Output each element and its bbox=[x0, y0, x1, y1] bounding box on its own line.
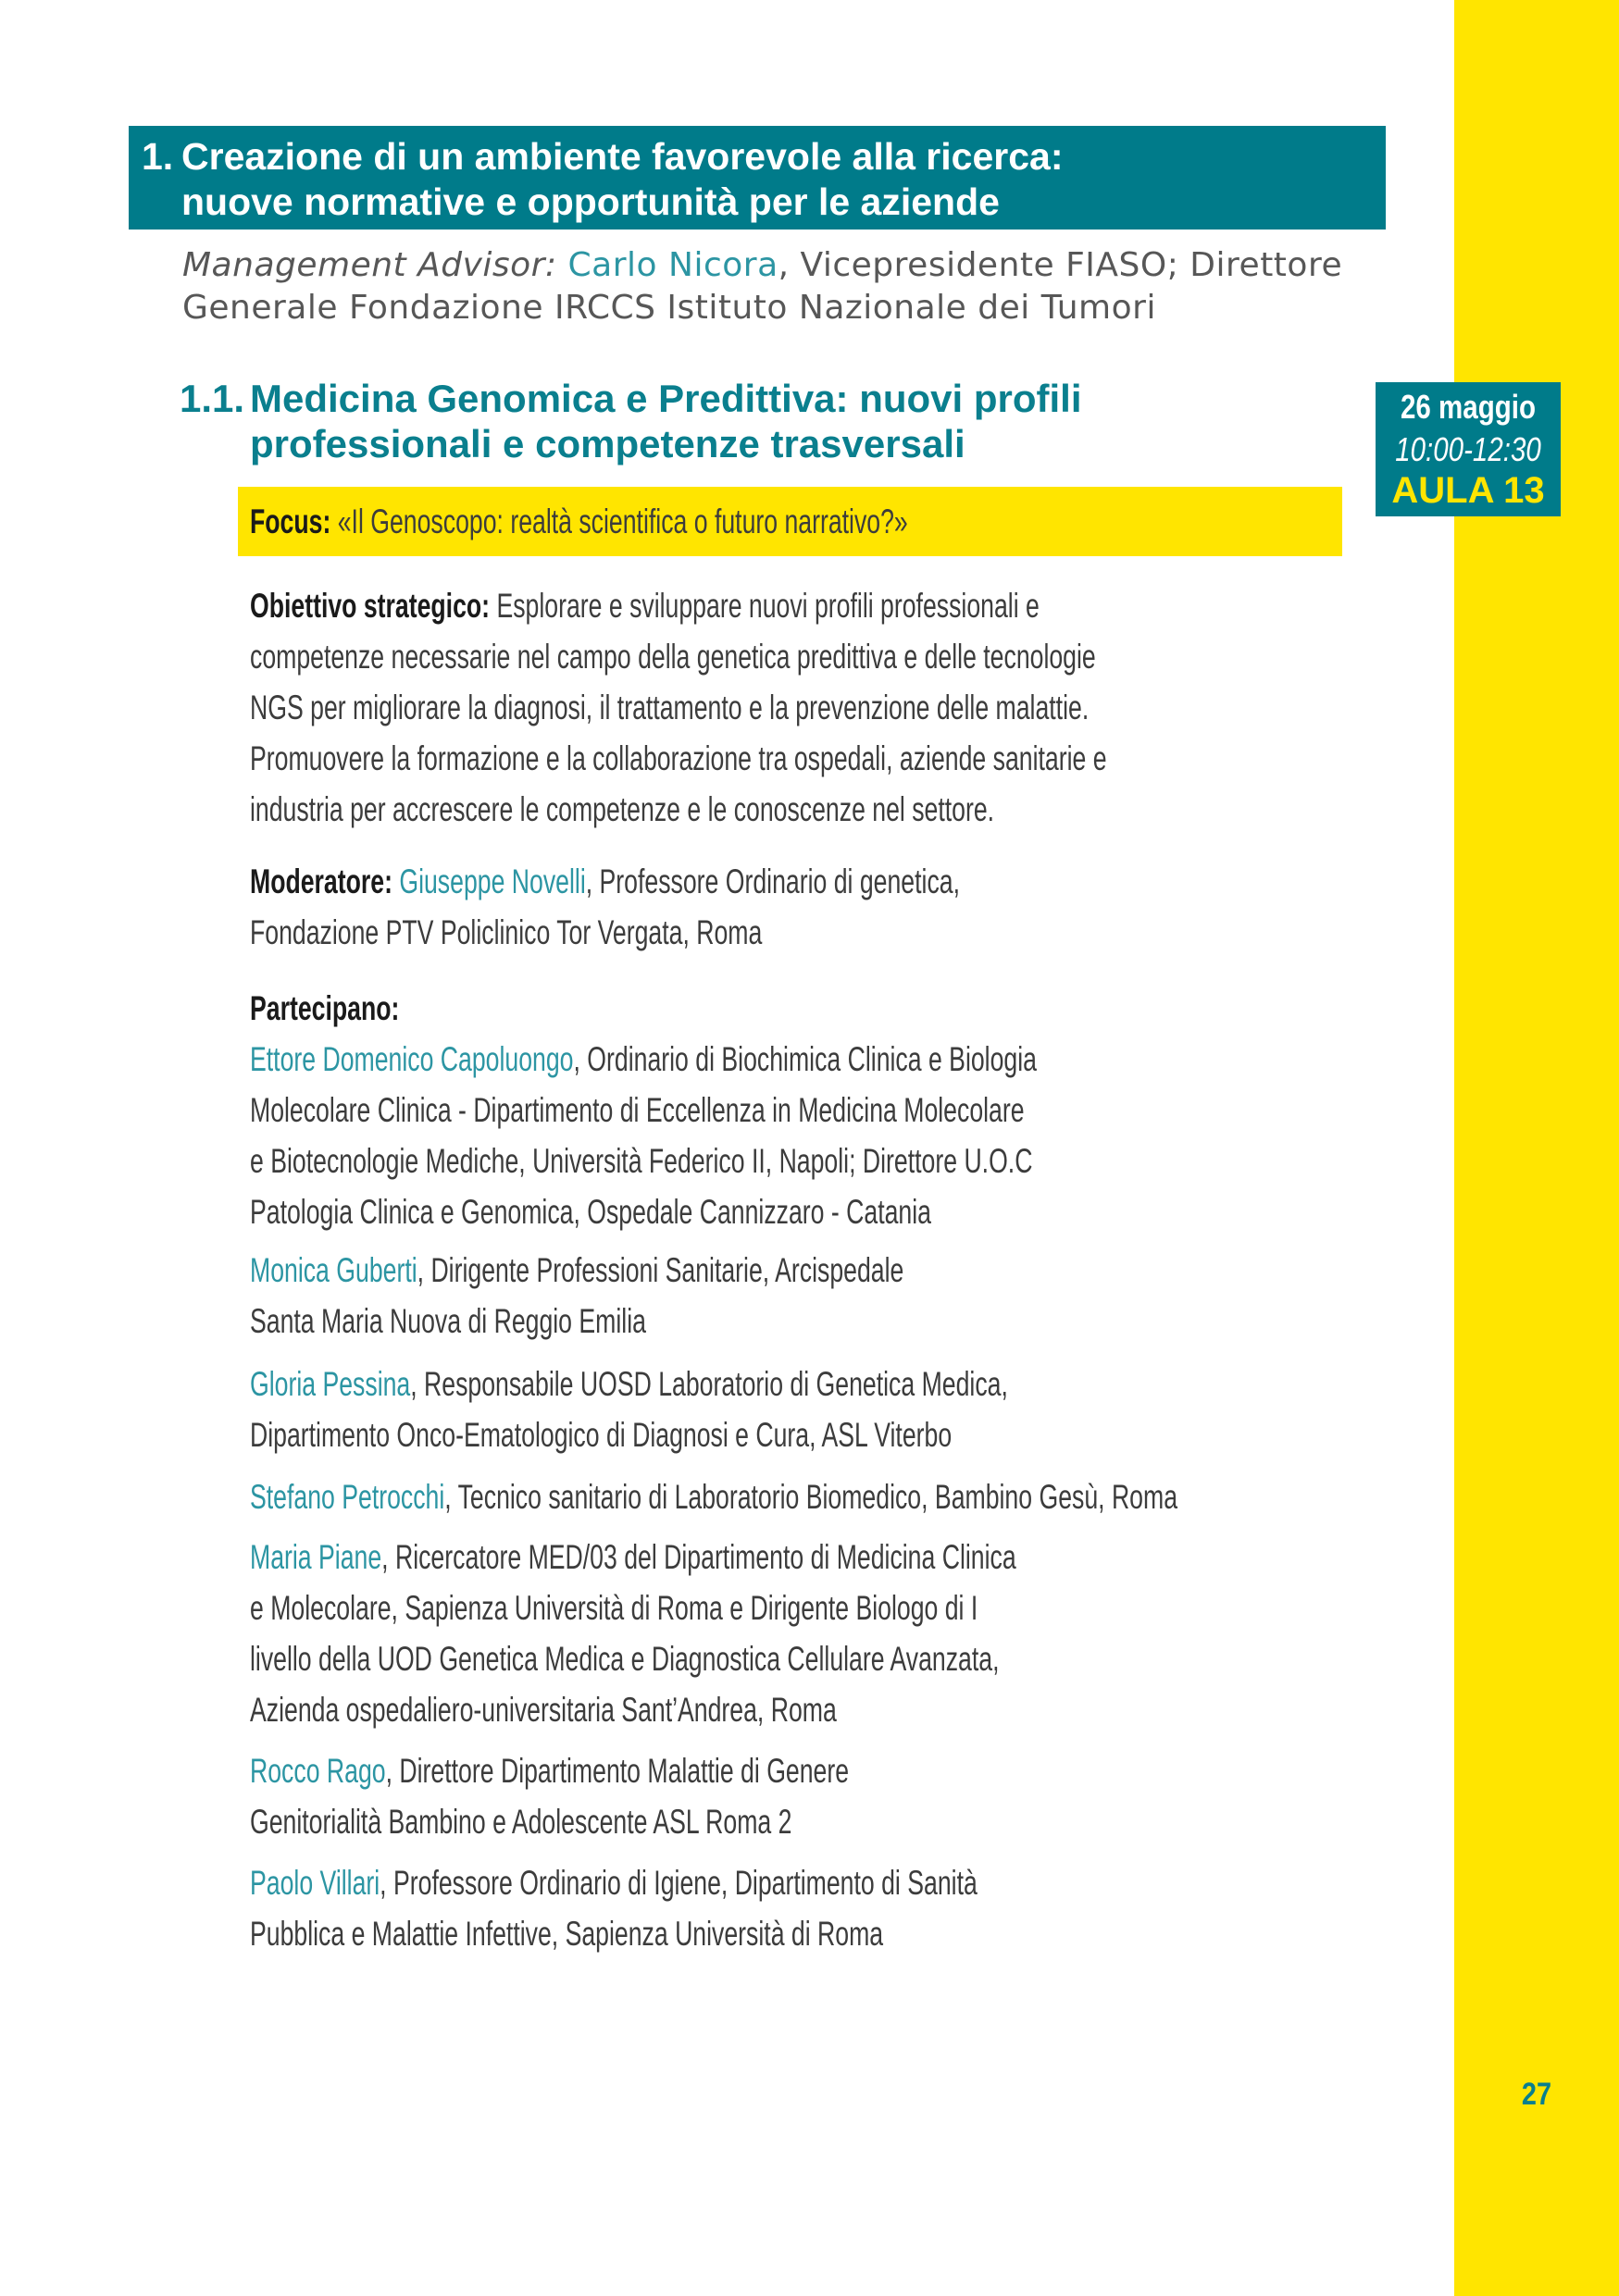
objective-line-2: competenze necessarie nel campo della genetica predittiva e delle tecnologie bbox=[250, 638, 1096, 676]
session-date: 26 maggio bbox=[1400, 388, 1537, 426]
focus-label: Focus: bbox=[250, 503, 331, 540]
advisor-desc-2: Generale Fondazione IRCCS Istituto Nazionale dei Tumori bbox=[182, 289, 1156, 327]
section-heading bbox=[129, 126, 1386, 230]
participant-entry bbox=[250, 1532, 1016, 1735]
participant-line: Molecolare Clinica - Dipartimento di Eccellenza in Medicina Molecolare bbox=[250, 1091, 1025, 1129]
participant-name: Maria Piane bbox=[250, 1538, 382, 1576]
moderator-line-2: Fondazione PTV Policlinico Tor Vergata, Roma bbox=[250, 913, 763, 951]
participant-desc: , Dirigente Professioni Sanitarie, Arcispedale bbox=[417, 1251, 904, 1289]
participant-line: e Molecolare, Sapienza Università di Roma e Dirigente Biologo di I bbox=[250, 1589, 978, 1627]
participant-desc: , Direttore Dipartimento Malattie di Genere bbox=[385, 1752, 850, 1790]
page-number: 27 bbox=[1521, 2077, 1552, 2112]
participant-name: Ettore Domenico Capoluongo bbox=[250, 1040, 574, 1078]
objective-line-3: NGS per migliorare la diagnosi, il trattamento e la prevenzione delle malattie. bbox=[250, 689, 1090, 726]
session-room: AULA 13 bbox=[1391, 470, 1545, 511]
moderator-label: Moderatore: bbox=[250, 863, 392, 900]
participant-name: Rocco Rago bbox=[250, 1752, 386, 1790]
participant-desc: , Ricercatore MED/03 del Dipartimento di Medicina Clinica bbox=[381, 1538, 1016, 1576]
participant-entry bbox=[250, 1471, 1177, 1522]
focus-text bbox=[250, 496, 908, 547]
objective-line-5: industria per accrescere le competenze e le conoscenze nel settore. bbox=[250, 790, 995, 828]
moderator-line-1: , Professore Ordinario di genetica, bbox=[585, 863, 960, 900]
moderator-block bbox=[250, 856, 960, 958]
participants-label bbox=[250, 983, 399, 1034]
session-info-box bbox=[1376, 382, 1561, 516]
objective-block bbox=[250, 580, 1107, 835]
section-title-line-2: nuove normative e opportunità per le aziende bbox=[181, 180, 1000, 223]
objective-line-1: Esplorare e sviluppare nuovi profili professionali e bbox=[490, 587, 1040, 625]
participant-name: Paolo Villari bbox=[250, 1864, 380, 1902]
yellow-side-band bbox=[1454, 0, 1619, 2296]
participant-entry bbox=[250, 1034, 1037, 1237]
moderator-name: Giuseppe Novelli bbox=[392, 863, 586, 900]
management-advisor bbox=[182, 244, 1349, 329]
participants-heading: Partecipano: bbox=[250, 989, 400, 1027]
participant-desc: , Tecnico sanitario di Laboratorio Biomedico, Bambino Gesù, Roma bbox=[444, 1478, 1178, 1516]
session-time: 10:00-12:30 bbox=[1395, 430, 1541, 468]
objective-label: Obiettivo strategico: bbox=[250, 587, 491, 625]
advisor-name: Carlo Nicora bbox=[567, 246, 778, 284]
participant-name: Monica Guberti bbox=[250, 1251, 417, 1289]
participant-entry bbox=[250, 1857, 978, 1959]
participant-entry bbox=[250, 1359, 1008, 1460]
subsection-title-line-2: professionali e competenze trasversali bbox=[250, 422, 965, 465]
section-title-line-1: Creazione di un ambiente favorevole alla ricerca: bbox=[181, 135, 1064, 178]
participant-line: Genitorialità Bambino e Adolescente ASL Roma 2 bbox=[250, 1803, 792, 1841]
subsection-number: 1.1. bbox=[180, 377, 245, 420]
subsection-title-line-1: Medicina Genomica e Predittiva: nuovi profili bbox=[250, 377, 1082, 420]
section-number: 1. bbox=[142, 135, 174, 178]
advisor-desc-1: , Vicepresidente FIASO; Direttore bbox=[778, 246, 1343, 284]
participant-line: Patologia Clinica e Genomica, Ospedale Cannizzaro - Catania bbox=[250, 1193, 931, 1231]
participant-entry bbox=[250, 1745, 849, 1847]
focus-content: «Il Genoscopo: realtà scientifica o futuro narrativo?» bbox=[330, 503, 908, 540]
participant-line: e Biotecnologie Mediche, Università Federico II, Napoli; Direttore U.O.C bbox=[250, 1142, 1033, 1180]
participant-desc: , Ordinario di Biochimica Clinica e Biologia bbox=[573, 1040, 1037, 1078]
participant-desc: , Responsabile UOSD Laboratorio di Genetica Medica, bbox=[410, 1365, 1008, 1403]
participant-line: livello della UOD Genetica Medica e Diagnostica Cellulare Avanzata, bbox=[250, 1640, 1000, 1678]
participant-line: Azienda ospedaliero-universitaria Sant’Andrea, Roma bbox=[250, 1691, 837, 1729]
objective-line-4: Promuovere la formazione e la collaborazione tra ospedali, aziende sanitarie e bbox=[250, 739, 1107, 777]
participant-line: Pubblica e Malattie Infettive, Sapienza Università di Roma bbox=[250, 1915, 884, 1953]
participant-desc: , Professore Ordinario di Igiene, Dipartimento di Sanità bbox=[380, 1864, 978, 1902]
participant-name: Stefano Petrocchi bbox=[250, 1478, 445, 1516]
participant-name: Gloria Pessina bbox=[250, 1365, 411, 1403]
participant-line: Santa Maria Nuova di Reggio Emilia bbox=[250, 1302, 646, 1340]
participant-line: Dipartimento Onco-Ematologico di Diagnosi e Cura, ASL Viterbo bbox=[250, 1416, 953, 1454]
advisor-role-label: Management Advisor: bbox=[182, 246, 557, 284]
participant-entry bbox=[250, 1245, 903, 1347]
